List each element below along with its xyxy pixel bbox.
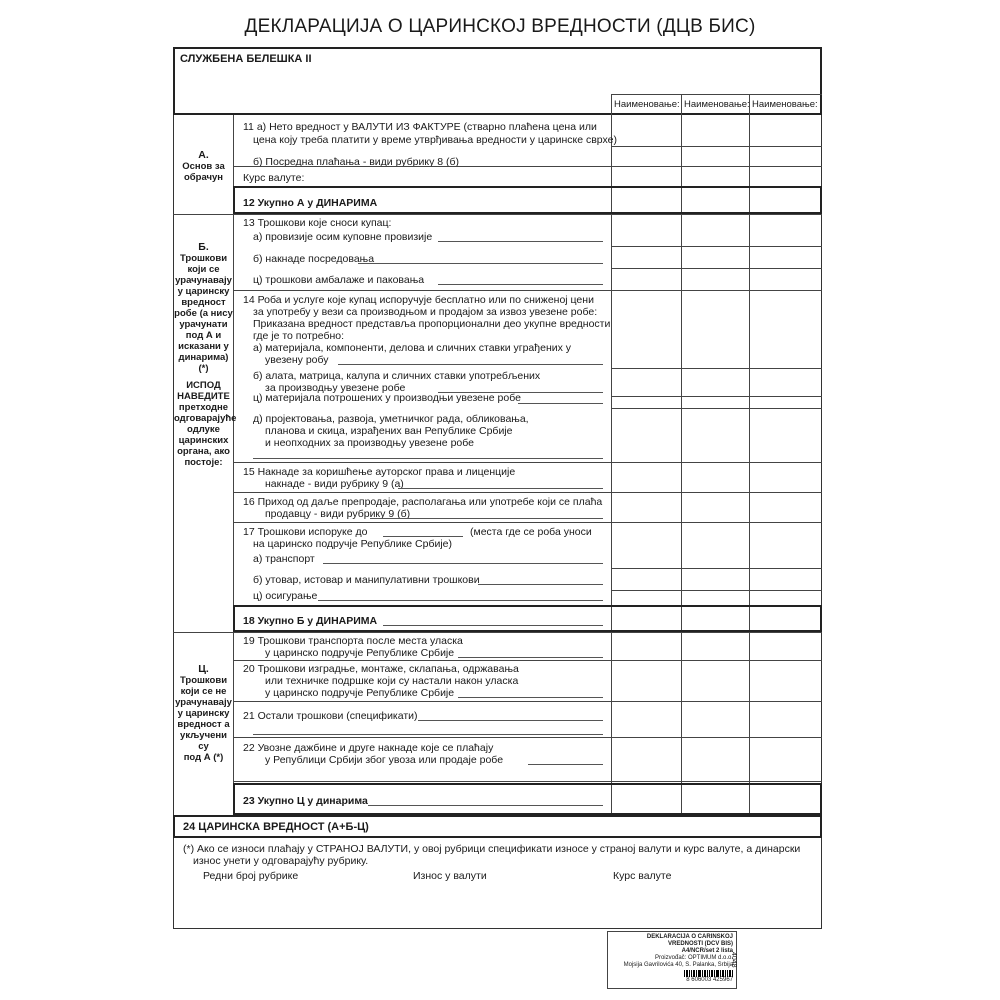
grid-line bbox=[233, 115, 234, 815]
footnote-column-1: Редни број рубрике bbox=[203, 870, 299, 882]
total-18-label: 18 Укупно Б у ДИНАРИМА bbox=[243, 615, 378, 627]
fill-line bbox=[383, 625, 603, 626]
row-15-line1: 15 Накнаде за коришћење ауторског права и лиценције bbox=[243, 466, 516, 478]
row-14-line1: 14 Роба и услуге које купац испоручује бесплатно или по сниженој цени bbox=[243, 294, 594, 306]
barcode-number: 8 606003 425967 bbox=[686, 977, 733, 983]
grid-line bbox=[233, 660, 822, 661]
grid-line bbox=[233, 522, 822, 523]
fill-line bbox=[418, 720, 603, 721]
fill-line bbox=[318, 600, 603, 601]
fill-line bbox=[458, 697, 603, 698]
official-note-label: СЛУЖБЕНА БЕЛЕШКА II bbox=[180, 53, 312, 65]
row-19-line2: у царинско подручје Републике Србије bbox=[265, 647, 455, 659]
row-21: 21 Остали трошкови (спецификати) bbox=[243, 710, 418, 722]
grid-line bbox=[173, 632, 822, 633]
row-11a-line2: цена коју треба платити у време утврђивања вредности у царинске сврхе) bbox=[253, 134, 617, 146]
row-17-suffix: (места где се роба уноси bbox=[470, 526, 592, 538]
row-13a: а) провизије осим куповне провизије bbox=[253, 231, 433, 243]
footnote-column-3: Курс валуте bbox=[613, 870, 672, 882]
row-19-line1: 19 Трошкови транспорта после места уласка bbox=[243, 635, 463, 647]
column-header-3: Наименовање: bbox=[752, 99, 818, 110]
section-b-label: Б. Трошкови који се урачунавају у царинску вредност робе (а нису урачунати под А и исказани у динарима) (*) ИСПОД НАВЕДИТЕ претходне одговарајуће одлуке царинских органа, ако постоје: bbox=[174, 241, 237, 468]
footer-imprint: DEKLARACIJA O CARINSKOJ VREDNOSTI (DCV BIS) A4/NCR/set 2 lista Proizvođač: OPTIMUM d.o.o. Mojsija Gavrilovića 40, S. Palanka, Srbija 8 606003 425967 bbox=[607, 931, 737, 989]
grid-line bbox=[611, 408, 822, 409]
fill-line bbox=[253, 734, 603, 735]
row-16-line1: 16 Приход од даље препродаје, располагања или употребе који се плаћа bbox=[243, 496, 603, 508]
fill-line bbox=[458, 657, 603, 658]
row-14a-line2: увезену робу bbox=[265, 354, 329, 366]
grid-line bbox=[233, 290, 822, 291]
grid-line bbox=[233, 462, 822, 463]
footnote-line1: (*) Ако се износи плаћају у СТРАНОЈ ВАЛУТИ, у овој рубрици спецификати износе у страној валути и курс валуте, а динарски bbox=[183, 843, 801, 855]
row-14c: ц) материјала потрошених у производњи увезене робе bbox=[253, 392, 521, 404]
grid-line bbox=[611, 396, 822, 397]
column-header-2: Наименовање: bbox=[684, 99, 750, 110]
column-header-1: Наименовање: bbox=[614, 99, 680, 110]
grid-line bbox=[233, 166, 822, 167]
side-code: 4048 bbox=[730, 952, 737, 968]
grid-line bbox=[173, 214, 822, 215]
fill-line bbox=[438, 284, 603, 285]
footnote-line2: износ унети у одговарајућу рубрику. bbox=[193, 855, 369, 867]
grid-line bbox=[611, 568, 822, 569]
row-13b: б) накнаде посредовања bbox=[253, 253, 375, 265]
row-13c: ц) трошкови амбалаже и паковања bbox=[253, 274, 425, 286]
fill-line bbox=[528, 764, 603, 765]
total-12-label: 12 Укупно А у ДИНАРИМА bbox=[243, 197, 378, 209]
fill-line bbox=[478, 584, 603, 585]
section-a-label: А. Основ за обрачун bbox=[182, 149, 225, 183]
fill-line bbox=[518, 403, 603, 404]
grid-line bbox=[611, 268, 822, 269]
row-17-line2: на царинско подручје Републике Србије) bbox=[253, 538, 452, 550]
fill-line bbox=[398, 488, 603, 489]
currency-rate-label: Курс валуте: bbox=[243, 172, 305, 184]
row-17-prefix: 17 Трошкови испоруке до bbox=[243, 526, 368, 538]
barcode bbox=[611, 970, 733, 977]
row-22-line2: у Републици Србији због увоза или продаје робе bbox=[265, 754, 504, 766]
section-c-label: Ц. Трошкови који се не урачунавају у царинску вредност а укључени су под А (*) bbox=[175, 663, 232, 763]
row-20-line2: или техничке подршке који су настали након уласка bbox=[265, 675, 519, 687]
row-16-line2: продавцу - види рубрику 9 (б) bbox=[265, 508, 411, 520]
row-14-line3: Приказана вредност представља пропорционални део укупне вредности bbox=[253, 318, 611, 330]
row-11b: б) Посредна плаћања - види рубрику 8 (б) bbox=[253, 156, 460, 168]
footnote-column-2: Износ у валути bbox=[413, 870, 487, 882]
fill-line bbox=[370, 518, 603, 519]
fill-line bbox=[438, 241, 603, 242]
row-20-line1: 20 Трошкови изградње, монтаже, склапања, одржавања bbox=[243, 663, 519, 675]
row-11a-line1: 11 а) Нето вредност у ВАЛУТИ ИЗ ФАКТУРЕ (стварно плаћена цена или bbox=[243, 121, 597, 133]
row-14d-line1: д) пројектовања, развоја, уметничког рада, обликовања, bbox=[253, 413, 529, 425]
row-14-line4: где је то потребно: bbox=[253, 330, 345, 342]
row-17c: ц) осигурање bbox=[253, 590, 318, 602]
grid-line bbox=[233, 781, 822, 782]
fill-line bbox=[338, 364, 603, 365]
row-14b-line2: за производњу увезене робе bbox=[265, 382, 406, 394]
total-24-label: 24 ЦАРИНСКА ВРЕДНОСТ (А+Б-Ц) bbox=[183, 821, 369, 833]
grid-line bbox=[611, 246, 822, 247]
row-20-line3: у царинско подручје Републике Србије bbox=[265, 687, 455, 699]
fill-line bbox=[253, 458, 603, 459]
grid-line bbox=[233, 737, 822, 738]
fill-line bbox=[368, 805, 603, 806]
grid-line bbox=[611, 368, 822, 369]
row-14b-line1: б) алата, матрица, калупа и сличних ставки употребљених bbox=[253, 370, 541, 382]
grid-line bbox=[233, 492, 822, 493]
grid-line bbox=[611, 94, 822, 95]
row-14a-line1: а) материјала, компоненти, делова и сличних ставки уграђених у bbox=[253, 342, 572, 354]
fill-line bbox=[323, 563, 603, 564]
row-22-line1: 22 Увозне дажбине и друге накнаде које се плаћају bbox=[243, 742, 494, 754]
form-title: ДЕКЛАРАЦИЈА О ЦАРИНСКОЈ ВРЕДНОСТИ (ДЦВ БИС) bbox=[244, 16, 756, 37]
row-15-line2: накнаде - види рубрику 9 (а) bbox=[265, 478, 404, 490]
row-17b: б) утовар, истовар и манипулативни трошкови bbox=[253, 574, 480, 586]
grid-line bbox=[611, 146, 822, 147]
row-14d-line2: планова и скица, израђених ван Републике Србије bbox=[265, 425, 513, 437]
total-23-label: 23 Укупно Ц у динарима bbox=[243, 795, 368, 807]
row-13: 13 Трошкови које сноси купац: bbox=[243, 217, 392, 229]
grid-line bbox=[233, 701, 822, 702]
grid-line bbox=[611, 590, 822, 591]
fill-line bbox=[358, 263, 603, 264]
fill-line bbox=[383, 536, 463, 537]
row-14-line2: за употребу у вези са производњом и продајом за извоз увезене робе: bbox=[253, 306, 598, 318]
row-17a: а) транспорт bbox=[253, 553, 315, 565]
row-14d-line3: и неопходних за производњу увезене робе bbox=[265, 437, 474, 449]
